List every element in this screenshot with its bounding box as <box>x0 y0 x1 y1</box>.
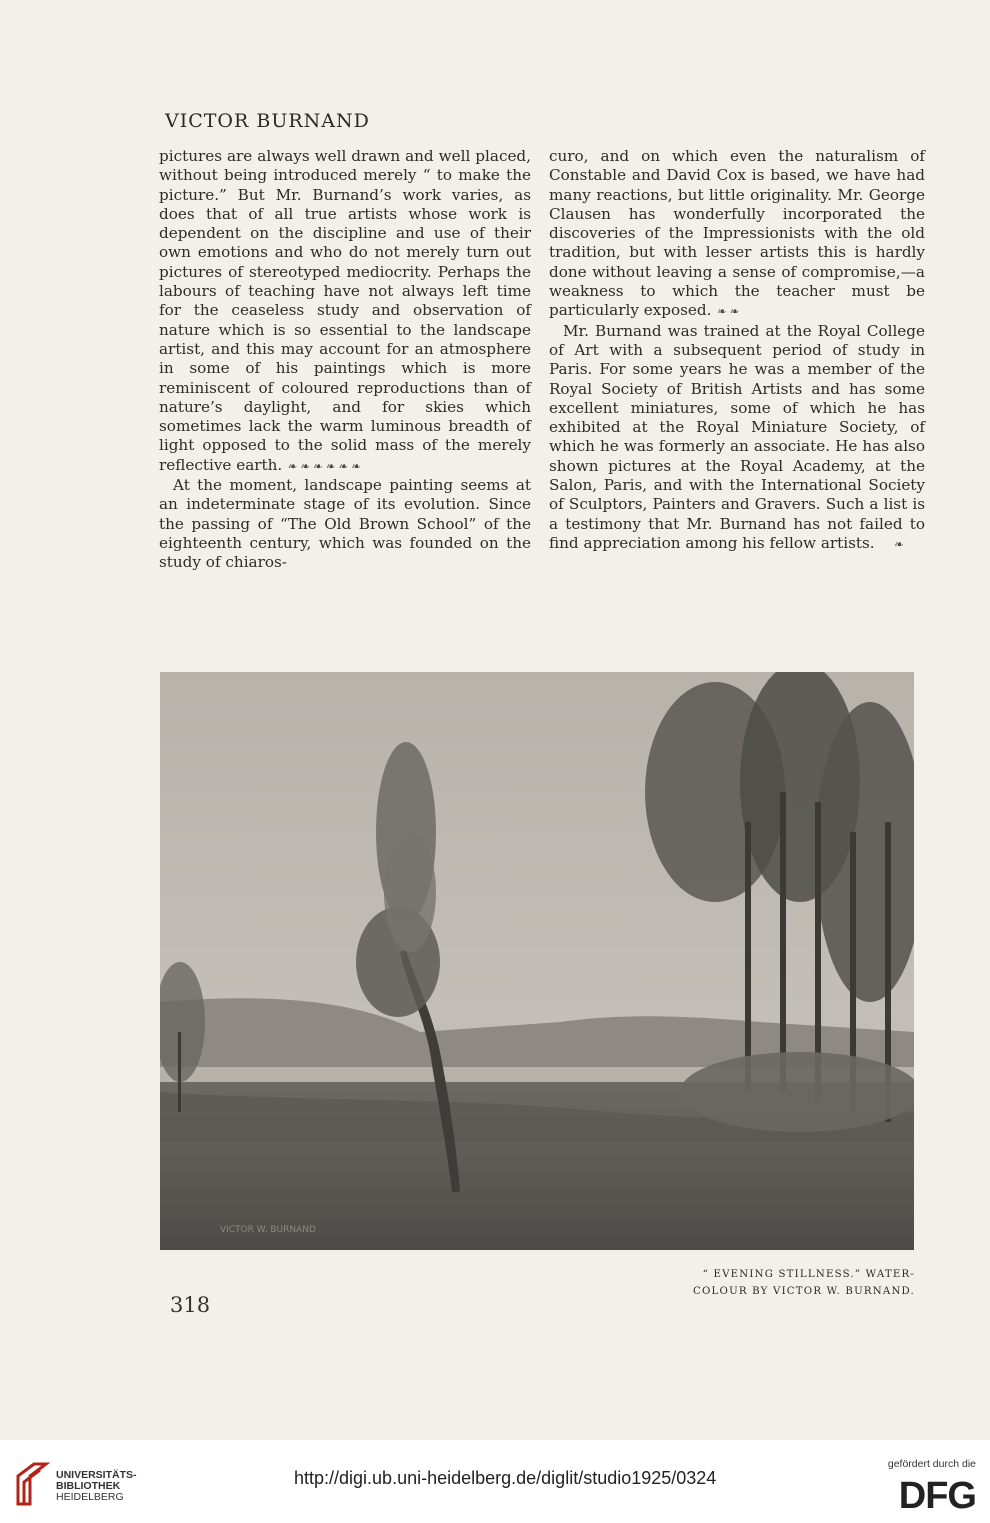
university-library-logo-icon <box>10 1460 50 1510</box>
funded-by-label: gefördert durch die <box>887 1458 976 1470</box>
leaf-ornament-icon: ❧ ❧ ❧ ❧ ❧ ❧ <box>287 459 360 473</box>
right-text-column <box>549 147 925 554</box>
leaf-ornament-icon: ❧ ❧ <box>716 305 739 319</box>
library-name: UNIVERSITÄTS- BIBLIOTHEK HEIDELBERG <box>56 1469 137 1503</box>
document-url-link[interactable]: http://digi.ub.uni-heidelberg.de/diglit/studio1925/0324 <box>294 1468 717 1488</box>
page-number: 318 <box>170 1293 211 1317</box>
caption-line-1: “ EVENING STILLNESS.” WATER- <box>702 1269 915 1280</box>
caption-line-2: COLOUR BY VICTOR W. BURNAND. <box>693 1286 915 1297</box>
paragraph-1: pictures are always well drawn and well placed, without being introduced merely “ to make the picture.” But Mr. Burnand’s work varies, as does that of all true artists whose work is dependent on the discipline and use of their own emotions and who do not merely turn out pictures of stereotyped mediocrity. Perhaps the labours of teaching have not always left time for the ceaseless study and observation of nature which is so essential to the landscape artist, and this may account for an atmosphere in some of his paintings which is more reminiscent of coloured reproductions than of nature’s daylight, and for skies which sometimes lack the warm luminous breadth of light opposed to the solid mass of the merely reflective earth. ❧ ❧ ❧ ❧ ❧ ❧ <box>159 147 531 476</box>
dfg-logo: DFG <box>898 1475 976 1517</box>
left-text-column <box>159 147 531 573</box>
painting-evening-stillness <box>160 672 914 1250</box>
paragraph-4: Mr. Burnand was trained at the Royal College of Art with a subsequent period of study in Paris. For some years he was a member of the Royal Society of British Artists and has some excellent miniatures, some of which he has exhibited at the Royal Miniature Society, of which he was formerly an associate. He has also shown pictures at the Royal Academy, at the Salon, Paris, and with the International Society of Sculptors, Painters and Gravers. Such a list is a testimony that Mr. Burnand has not failed to find appreciation among his fellow artists. ❧ <box>549 322 925 555</box>
paragraph-2: At the moment, landscape painting seems at an indeterminate stage of its evolution. Since the passing of “The Old Brown School” of the eighteenth century, which was founded on the study of chiaros- <box>159 476 531 572</box>
painter-signature: VICTOR W. BURNAND <box>220 1225 316 1235</box>
leaf-ornament-icon: ❧ <box>893 537 903 551</box>
paragraph-3: curo, and on which even the naturalism of Constable and David Cox is based, we have had many reactions, but little originality. Mr. George Clausen has wonderfully incorporated the discoveries of the Impressionists with the old tradition, but with lesser artists this is hardly done without leaving a sense of compromise,—a weakness to which the teacher must be particularly exposed. ❧ ❧ <box>549 147 925 322</box>
painting-image <box>160 672 914 1250</box>
figure-caption <box>693 1266 915 1300</box>
running-head: VICTOR BURNAND <box>165 110 370 132</box>
